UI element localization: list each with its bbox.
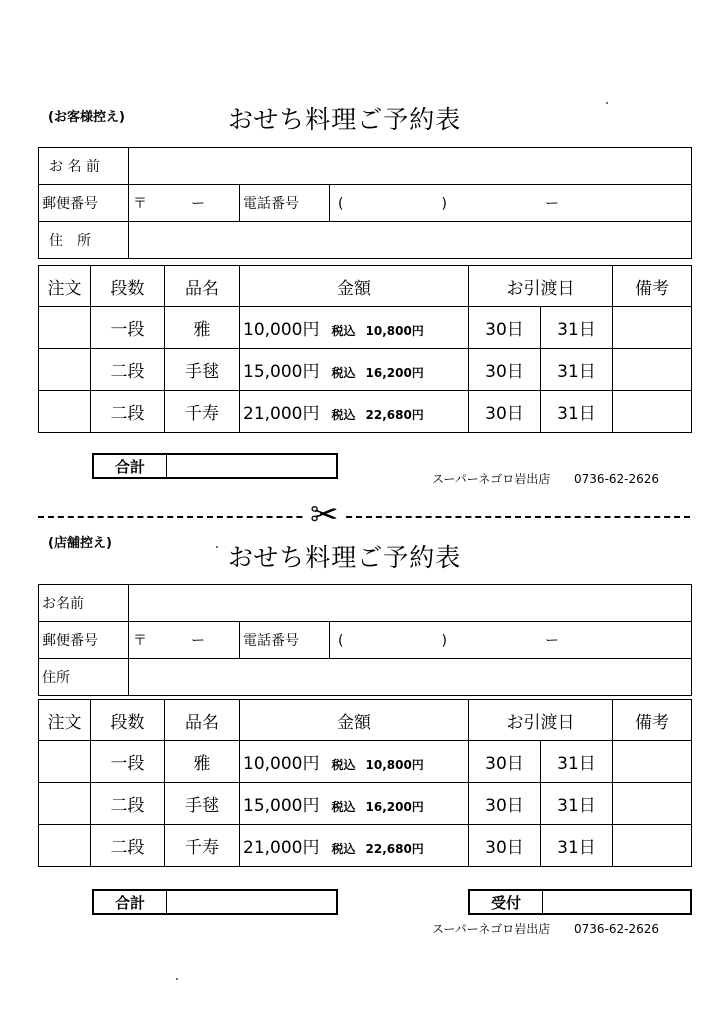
item-cell: 雅	[165, 741, 240, 783]
delivery-day-30[interactable]: 30日	[469, 307, 541, 349]
price-amount: 21,000円	[243, 838, 320, 858]
cut-line	[38, 516, 690, 518]
item-cell: 手毬	[165, 349, 240, 391]
item-cell: 千寿	[165, 825, 240, 867]
phone-dash: ー	[544, 196, 559, 212]
price-cell	[240, 349, 469, 391]
price-cell	[240, 741, 469, 783]
store-footer	[432, 920, 659, 937]
tier-cell: 二段	[91, 825, 165, 867]
name-field[interactable]	[129, 585, 692, 622]
delivery-day-30[interactable]: 30日	[469, 783, 541, 825]
col-price: 金額	[240, 266, 469, 307]
postal-field[interactable]	[129, 185, 240, 222]
order-check[interactable]	[39, 307, 91, 349]
customer-info-table	[38, 147, 692, 259]
customer-form-title: おせち料理ご予約表	[228, 105, 462, 134]
tier-cell: 二段	[91, 783, 165, 825]
notes-cell[interactable]	[613, 349, 692, 391]
scissors-icon: ✂	[306, 498, 343, 532]
col-order: 注文	[39, 700, 91, 741]
tax-amount: 10,800円	[365, 324, 424, 338]
delivery-day-31[interactable]: 31日	[541, 783, 613, 825]
price-amount: 21,000円	[243, 404, 320, 424]
address-label: 住所	[39, 659, 129, 696]
postal-label: 郵便番号	[39, 185, 129, 222]
order-check[interactable]	[39, 741, 91, 783]
postal-field[interactable]	[129, 622, 240, 659]
table-row	[39, 741, 692, 783]
item-cell: 手毬	[165, 783, 240, 825]
price-amount: 15,000円	[243, 362, 320, 382]
store-phone: 0736-62-2626	[574, 472, 660, 486]
reception-field[interactable]	[543, 891, 690, 913]
notes-cell[interactable]	[613, 391, 692, 433]
store-form-title: おせち料理ご予約表	[228, 543, 462, 572]
phone-label: 電話番号	[240, 622, 330, 659]
tax-amount: 10,800円	[365, 758, 424, 772]
delivery-day-31[interactable]: 31日	[541, 391, 613, 433]
col-tier: 段数	[91, 266, 165, 307]
scan-speck	[216, 546, 218, 548]
tax-label: 税込	[331, 408, 356, 422]
store-total-box	[92, 889, 338, 915]
store-name: スーパーネゴロ岩出店	[432, 472, 551, 486]
total-field[interactable]	[167, 891, 336, 913]
tax-label: 税込	[331, 324, 356, 338]
col-delivery: お引渡日	[469, 266, 613, 307]
total-label: 合計	[94, 455, 167, 477]
tax-label: 税込	[331, 800, 356, 814]
col-item: 品名	[165, 266, 240, 307]
order-check[interactable]	[39, 391, 91, 433]
delivery-day-31[interactable]: 31日	[541, 741, 613, 783]
tax-label: 税込	[331, 366, 356, 380]
table-row	[39, 307, 692, 349]
phone-field[interactable]	[330, 622, 692, 659]
phone-paren-open: (	[338, 633, 344, 649]
col-notes: 備考	[613, 700, 692, 741]
customer-copy-label: (お客様控え)	[48, 110, 125, 125]
col-item: 品名	[165, 700, 240, 741]
total-field[interactable]	[167, 455, 336, 477]
phone-paren-open: (	[338, 196, 344, 212]
order-check[interactable]	[39, 349, 91, 391]
scan-speck	[176, 978, 178, 980]
table-row	[39, 783, 692, 825]
address-field[interactable]	[129, 222, 692, 259]
col-price: 金額	[240, 700, 469, 741]
tier-cell: 一段	[91, 741, 165, 783]
name-label: お 名 前	[39, 148, 129, 185]
phone-paren-close: )	[441, 633, 447, 649]
item-cell: 千寿	[165, 391, 240, 433]
col-notes: 備考	[613, 266, 692, 307]
tax-label: 税込	[331, 842, 356, 856]
price-cell	[240, 825, 469, 867]
price-cell	[240, 783, 469, 825]
postal-dash: ー	[191, 633, 205, 649]
notes-cell[interactable]	[613, 307, 692, 349]
notes-cell[interactable]	[613, 741, 692, 783]
tax-label: 税込	[331, 758, 356, 772]
total-label: 合計	[94, 891, 167, 913]
reception-label: 受付	[470, 891, 543, 913]
col-delivery: お引渡日	[469, 700, 613, 741]
table-row	[39, 391, 692, 433]
delivery-day-30[interactable]: 30日	[469, 741, 541, 783]
tax-amount: 16,200円	[365, 366, 424, 380]
name-label: お名前	[39, 585, 129, 622]
customer-total-box	[92, 453, 338, 479]
col-tier: 段数	[91, 700, 165, 741]
tax-amount: 22,680円	[365, 842, 424, 856]
price-amount: 10,000円	[243, 320, 320, 340]
order-check[interactable]	[39, 783, 91, 825]
store-name: スーパーネゴロ岩出店	[432, 922, 551, 936]
table-row	[39, 349, 692, 391]
phone-dash: ー	[544, 633, 559, 649]
phone-field[interactable]	[330, 185, 692, 222]
delivery-day-30[interactable]: 30日	[469, 825, 541, 867]
delivery-day-30[interactable]: 30日	[469, 391, 541, 433]
customer-order-table	[38, 265, 692, 433]
store-copy-label: (店舗控え)	[48, 536, 112, 551]
tier-cell: 二段	[91, 349, 165, 391]
order-check[interactable]	[39, 825, 91, 867]
table-row	[39, 825, 692, 867]
delivery-day-31[interactable]: 31日	[541, 349, 613, 391]
store-order-table	[38, 699, 692, 867]
notes-cell[interactable]	[613, 825, 692, 867]
address-field[interactable]	[129, 659, 692, 696]
store-info-table	[38, 584, 692, 696]
address-label: 住 所	[39, 222, 129, 259]
postal-dash: ー	[191, 196, 205, 212]
notes-cell[interactable]	[613, 783, 692, 825]
store-footer	[432, 470, 659, 487]
price-cell	[240, 391, 469, 433]
item-cell: 雅	[165, 307, 240, 349]
delivery-day-31[interactable]: 31日	[541, 307, 613, 349]
price-cell	[240, 307, 469, 349]
price-amount: 10,000円	[243, 754, 320, 774]
tax-amount: 22,680円	[365, 408, 424, 422]
tax-amount: 16,200円	[365, 800, 424, 814]
tier-cell: 一段	[91, 307, 165, 349]
delivery-day-30[interactable]: 30日	[469, 349, 541, 391]
postal-mark: 〒	[133, 196, 147, 212]
delivery-day-31[interactable]: 31日	[541, 825, 613, 867]
phone-paren-close: )	[441, 196, 447, 212]
price-amount: 15,000円	[243, 796, 320, 816]
phone-label: 電話番号	[240, 185, 330, 222]
col-order: 注文	[39, 266, 91, 307]
postal-label: 郵便番号	[39, 622, 129, 659]
tier-cell: 二段	[91, 391, 165, 433]
store-phone: 0736-62-2626	[574, 922, 660, 936]
scan-speck	[606, 102, 608, 104]
postal-mark: 〒	[133, 633, 147, 649]
reception-box	[468, 889, 692, 915]
name-field[interactable]	[129, 148, 692, 185]
